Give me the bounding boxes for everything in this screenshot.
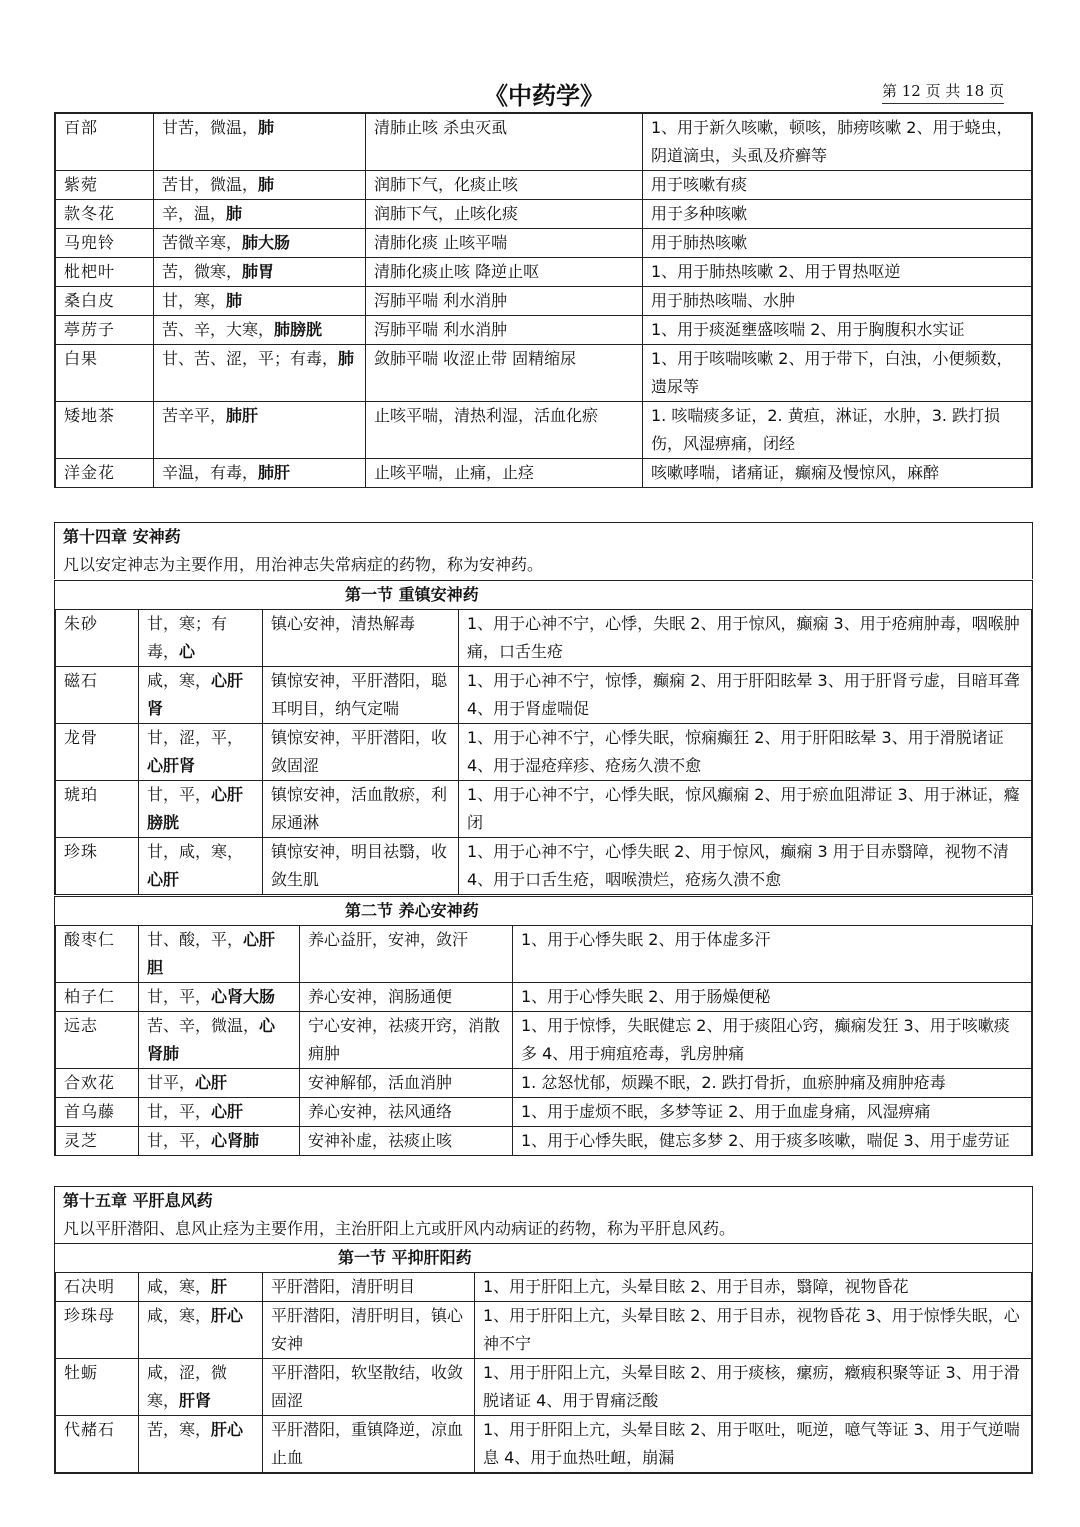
nature-flavor: 甘，平，	[147, 1102, 212, 1121]
table-row	[56, 1098, 1032, 1127]
table-row	[56, 287, 1032, 316]
herb-usage: 1、用于肝阳上亢，头晕目眩 2、用于目赤，视物昏花 3、用于惊悸失眠，心神不宁	[475, 1302, 1032, 1359]
herb-property	[139, 1127, 300, 1156]
herb-property	[154, 114, 366, 171]
meridian: 心肾肺	[147, 1016, 276, 1063]
meridian: 心	[179, 642, 196, 661]
table-row	[56, 459, 1032, 488]
nature-flavor: 辛温，有毒，	[162, 463, 259, 482]
table-row	[56, 171, 1032, 200]
herb-name: 珍珠母	[56, 1302, 139, 1359]
meridian: 肝心	[211, 1420, 244, 1439]
table-row	[56, 316, 1032, 345]
herb-usage: 1、用于惊悸，失眠健忘 2、用于痰阻心窍，癫痫发狂 3、用于咳嗽痰多 4、用于痈疽疮毒，乳房肿痛	[513, 1012, 1032, 1069]
herb-effect: 镇惊安神，平肝潜阳，聪耳明目，纳气定喘	[263, 667, 459, 724]
herb-name: 枇杷叶	[56, 258, 154, 287]
herb-usage: 用于肺热咳喘、水肿	[643, 287, 1032, 316]
nature-flavor: 甘，咸，寒，	[147, 842, 244, 861]
nature-flavor: 咸，寒，	[147, 671, 212, 690]
table-row	[56, 1302, 1032, 1359]
nature-flavor: 甘，涩，平，	[147, 728, 244, 747]
herb-usage: 1、用于心神不宁，心悸，失眠 2、用于惊风，癫痫 3、用于疮痈肿毒，咽喉肿痛，口舌生疮	[459, 610, 1032, 667]
table-block-3	[54, 925, 1033, 1156]
herb-name: 龙骨	[56, 724, 139, 781]
herb-property	[154, 345, 366, 402]
herb-name: 白果	[56, 345, 154, 402]
meridian: 心肾肺	[211, 1131, 260, 1150]
herb-property	[139, 983, 300, 1012]
meridian: 心肝	[195, 1073, 228, 1092]
herb-property	[139, 1012, 300, 1069]
table-row	[56, 1273, 1032, 1302]
herb-name: 远志	[56, 1012, 139, 1069]
table-row	[56, 402, 1032, 459]
table-row	[56, 838, 1032, 895]
table-row	[56, 781, 1032, 838]
meridian: 心肾大肠	[211, 987, 276, 1006]
herb-usage: 1、用于肝阳上亢，头晕目眩 2、用于呕吐，呃逆，噫气等证 3、用于气逆喘息 4、用于血热吐衄，崩漏	[475, 1416, 1032, 1473]
section-title: 第一节 平抑肝阳药	[338, 1248, 472, 1267]
herb-property	[139, 667, 263, 724]
herb-name: 磁石	[56, 667, 139, 724]
herb-property	[139, 838, 263, 895]
herb-property	[139, 1098, 300, 1127]
nature-flavor: 苦、辛，微温，	[147, 1016, 260, 1035]
chapter-15	[54, 1186, 1033, 1243]
herb-usage: 咳嗽哮喘，诸痛证，癫痫及慢惊风，麻醉	[643, 459, 1032, 488]
herb-name: 珍珠	[56, 838, 139, 895]
nature-flavor: 苦辛平，	[162, 406, 227, 425]
meridian: 心肝肾	[147, 756, 196, 775]
chapter-title: 第十四章 安神药	[63, 527, 181, 546]
herb-property	[154, 402, 366, 459]
meridian: 肺	[258, 118, 275, 137]
herb-name: 琥珀	[56, 781, 139, 838]
herb-effect: 敛肺平喘 收涩止带 固精缩尿	[366, 345, 643, 402]
herb-name: 洋金花	[56, 459, 154, 488]
table-row	[56, 610, 1032, 667]
section-heading	[54, 896, 1033, 925]
herb-property	[154, 287, 366, 316]
section-heading	[54, 1243, 1033, 1272]
chapter-14	[54, 522, 1033, 579]
herb-usage: 1. 忿怒忧郁，烦躁不眠，2. 跌打骨折，血瘀肿痛及痈肿疮毒	[513, 1069, 1032, 1098]
herb-usage: 1. 咳喘痰多证，2. 黄疸，淋证，水肿，3. 跌打损伤，风湿痹痛，闭经	[643, 402, 1032, 459]
herb-effect: 止咳平喘，清热利湿，活血化瘀	[366, 402, 643, 459]
nature-flavor: 咸，涩，微寒，	[147, 1363, 228, 1410]
meridian: 肺膀胱	[274, 320, 323, 339]
herb-property	[154, 316, 366, 345]
page-header	[54, 74, 1034, 110]
nature-flavor: 甘，寒；有毒，	[147, 614, 228, 661]
herb-property	[154, 229, 366, 258]
herb-property	[139, 1302, 263, 1359]
table-row	[56, 1069, 1032, 1098]
herb-effect: 养心益肝，安神，敛汗	[300, 926, 513, 983]
herb-property	[139, 926, 300, 983]
meridian: 肺	[226, 204, 243, 223]
nature-flavor: 甘、酸，平，	[147, 930, 244, 949]
herb-effect: 润肺下气，止咳化痰	[366, 200, 643, 229]
section-heading	[54, 580, 1033, 609]
herb-usage: 1、用于心神不宁，心悸失眠，惊风癫痫 2、用于瘀血阻滞证 3、用于淋证，癃闭	[459, 781, 1032, 838]
meridian: 肺肝	[226, 406, 259, 425]
herb-usage: 1、用于肝阳上亢，头晕目眩 2、用于目赤，翳障，视物昏花	[475, 1273, 1032, 1302]
meridian: 心肝肾	[147, 671, 244, 718]
meridian: 肝肾	[179, 1391, 212, 1410]
table-row	[56, 1359, 1032, 1416]
nature-flavor: 甘，平，	[147, 1131, 212, 1150]
nature-flavor: 甘，寒，	[162, 291, 227, 310]
chapter-desc: 凡以平肝潜阳、息风止痉为主要作用，主治肝阳上亢或肝风内动病证的药物，称为平肝息风药。	[63, 1219, 736, 1238]
herb-property	[139, 724, 263, 781]
nature-flavor: 苦微辛寒，	[162, 233, 243, 252]
meridian: 肺胃	[242, 262, 275, 281]
herb-name: 桑白皮	[56, 287, 154, 316]
herb-usage: 1、用于心悸失眠 2、用于肠燥便秘	[513, 983, 1032, 1012]
herb-table-1	[55, 113, 1032, 488]
page-number: 第 12 页 共 18 页	[882, 80, 1004, 104]
herb-effect: 镇惊安神，活血散瘀，利尿通淋	[263, 781, 459, 838]
chapter-desc: 凡以安定神志为主要作用，用治神志失常病症的药物，称为安神药。	[63, 555, 544, 574]
meridian: 肺大肠	[242, 233, 291, 252]
table-row	[56, 1416, 1032, 1473]
meridian: 心肝	[211, 1102, 244, 1121]
herb-table-3	[55, 925, 1032, 1156]
document-title: 《中药学》	[484, 81, 604, 110]
herb-effect: 清肺止咳 杀虫灭虱	[366, 114, 643, 171]
table-row	[56, 200, 1032, 229]
herb-usage: 用于多种咳嗽	[643, 200, 1032, 229]
herb-property	[154, 171, 366, 200]
herb-name: 葶苈子	[56, 316, 154, 345]
herb-effect: 安神解郁，活血消肿	[300, 1069, 513, 1098]
table-row	[56, 229, 1032, 258]
herb-effect: 平肝潜阳，清肝明目，镇心安神	[263, 1302, 475, 1359]
table-row	[56, 983, 1032, 1012]
section-title: 第二节 养心安神药	[345, 901, 479, 920]
herb-name: 首乌藤	[56, 1098, 139, 1127]
herb-usage: 1、用于肝阳上亢，头晕目眩 2、用于痰核，瘰疬，癥瘕积聚等证 3、用于滑脱诸证 4、用于胃痛泛酸	[475, 1359, 1032, 1416]
herb-usage: 1、用于心悸失眠 2、用于体虚多汗	[513, 926, 1032, 983]
meridian: 肝	[211, 1277, 228, 1296]
nature-flavor: 辛，温，	[162, 204, 227, 223]
herb-usage: 1、用于心神不宁，惊悸，癫痫 2、用于肝阳眩晕 3、用于肝肾亏虚，目暗耳聋 4、用于肾虚喘促	[459, 667, 1032, 724]
herb-name: 柏子仁	[56, 983, 139, 1012]
herb-effect: 养心安神，祛风通络	[300, 1098, 513, 1127]
herb-effect: 宁心安神，祛痰开窍，消散痈肿	[300, 1012, 513, 1069]
herb-usage: 用于肺热咳嗽	[643, 229, 1032, 258]
herb-property	[154, 200, 366, 229]
herb-effect: 镇心安神，清热解毒	[263, 610, 459, 667]
nature-flavor: 苦甘，微温，	[162, 175, 259, 194]
nature-flavor: 咸，寒，	[147, 1306, 212, 1325]
herb-usage: 1、用于咳喘咳嗽 2、用于带下，白浊，小便频数，遗尿等	[643, 345, 1032, 402]
herb-effect: 润肺下气，化痰止咳	[366, 171, 643, 200]
herb-property	[139, 610, 263, 667]
herb-effect: 镇惊安神，明目祛翳，收敛生肌	[263, 838, 459, 895]
nature-flavor: 甘平，	[147, 1073, 196, 1092]
herb-effect: 镇惊安神，平肝潜阳，收敛固涩	[263, 724, 459, 781]
herb-effect: 平肝潜阳，软坚散结，收敛固涩	[263, 1359, 475, 1416]
herb-usage: 1、用于肺热咳嗽 2、用于胃热呕逆	[643, 258, 1032, 287]
nature-flavor: 甘苦，微温，	[162, 118, 259, 137]
herb-name: 百部	[56, 114, 154, 171]
herb-effect: 清肺化痰止咳 降逆止呕	[366, 258, 643, 287]
herb-effect: 清肺化痰 止咳平喘	[366, 229, 643, 258]
herb-name: 紫菀	[56, 171, 154, 200]
herb-name: 马兜铃	[56, 229, 154, 258]
nature-flavor: 甘、苦、涩，平；有毒，	[162, 349, 339, 368]
meridian: 肺	[338, 349, 355, 368]
table-block-1	[54, 112, 1033, 488]
table-row	[56, 258, 1032, 287]
meridian: 肝心	[211, 1306, 244, 1325]
herb-property	[139, 781, 263, 838]
chapter-title: 第十五章 平肝息风药	[63, 1191, 213, 1210]
table-row	[56, 1012, 1032, 1069]
table-row	[56, 724, 1032, 781]
herb-usage: 用于咳嗽有痰	[643, 171, 1032, 200]
herb-usage: 1、用于痰涎壅盛咳喘 2、用于胸腹积水实证	[643, 316, 1032, 345]
herb-effect: 平肝潜阳，重镇降逆，凉血止血	[263, 1416, 475, 1473]
herb-name: 代赭石	[56, 1416, 139, 1473]
herb-effect: 泻肺平喘 利水消肿	[366, 287, 643, 316]
herb-effect: 泻肺平喘 利水消肿	[366, 316, 643, 345]
herb-property	[139, 1273, 263, 1302]
section-title: 第一节 重镇安神药	[345, 585, 479, 604]
table-row	[56, 667, 1032, 724]
table-block-4	[54, 1272, 1033, 1474]
herb-effect: 平肝潜阳，清肝明目	[263, 1273, 475, 1302]
herb-name: 矮地茶	[56, 402, 154, 459]
herb-name: 款冬花	[56, 200, 154, 229]
meridian: 心肝膀胱	[147, 785, 244, 832]
herb-property	[154, 459, 366, 488]
herb-name: 牡蛎	[56, 1359, 139, 1416]
nature-flavor: 甘，平，	[147, 987, 212, 1006]
herb-effect: 安神补虚，祛痰止咳	[300, 1127, 513, 1156]
nature-flavor: 咸，寒，	[147, 1277, 212, 1296]
table-row	[56, 1127, 1032, 1156]
table-row	[56, 926, 1032, 983]
table-block-2	[54, 609, 1033, 895]
herb-usage: 1、用于心神不宁，心悸失眠，惊痫癫狂 2、用于肝阳眩晕 3、用于滑脱诸证 4、用于湿疮痒疹、疮疡久溃不愈	[459, 724, 1032, 781]
herb-usage: 1、用于心神不宁，心悸失眠 2、用于惊风，癫痫 3 用于目赤翳障，视物不清 4、用于口舌生疮，咽喉溃烂，疮疡久溃不愈	[459, 838, 1032, 895]
herb-name: 灵芝	[56, 1127, 139, 1156]
meridian: 心肝	[147, 870, 180, 889]
herb-usage: 1、用于心悸失眠，健忘多梦 2、用于痰多咳嗽，喘促 3、用于虚劳证	[513, 1127, 1032, 1156]
herb-usage: 1、用于新久咳嗽，顿咳，肺痨咳嗽 2、用于蛲虫，阴道滴虫，头虱及疥癣等	[643, 114, 1032, 171]
herb-property	[139, 1416, 263, 1473]
herb-name: 合欢花	[56, 1069, 139, 1098]
nature-flavor: 苦，微寒，	[162, 262, 243, 281]
table-row	[56, 114, 1032, 171]
herb-effect: 止咳平喘，止痛，止痉	[366, 459, 643, 488]
herb-table-4	[55, 1272, 1032, 1473]
meridian: 心肝胆	[147, 930, 276, 977]
meridian: 肺	[258, 175, 275, 194]
meridian: 肺肝	[258, 463, 291, 482]
herb-effect: 养心安神，润肠通便	[300, 983, 513, 1012]
herb-name: 朱砂	[56, 610, 139, 667]
nature-flavor: 甘，平，	[147, 785, 212, 804]
herb-property	[154, 258, 366, 287]
nature-flavor: 苦、辛，大寒，	[162, 320, 275, 339]
herb-table-2	[55, 609, 1032, 895]
herb-name: 酸枣仁	[56, 926, 139, 983]
meridian: 肺	[226, 291, 243, 310]
herb-usage: 1、用于虚烦不眠，多梦等证 2、用于血虚身痛，风湿痹痛	[513, 1098, 1032, 1127]
herb-property	[139, 1069, 300, 1098]
nature-flavor: 苦，寒，	[147, 1420, 212, 1439]
table-row	[56, 345, 1032, 402]
herb-name: 石决明	[56, 1273, 139, 1302]
herb-property	[139, 1359, 263, 1416]
